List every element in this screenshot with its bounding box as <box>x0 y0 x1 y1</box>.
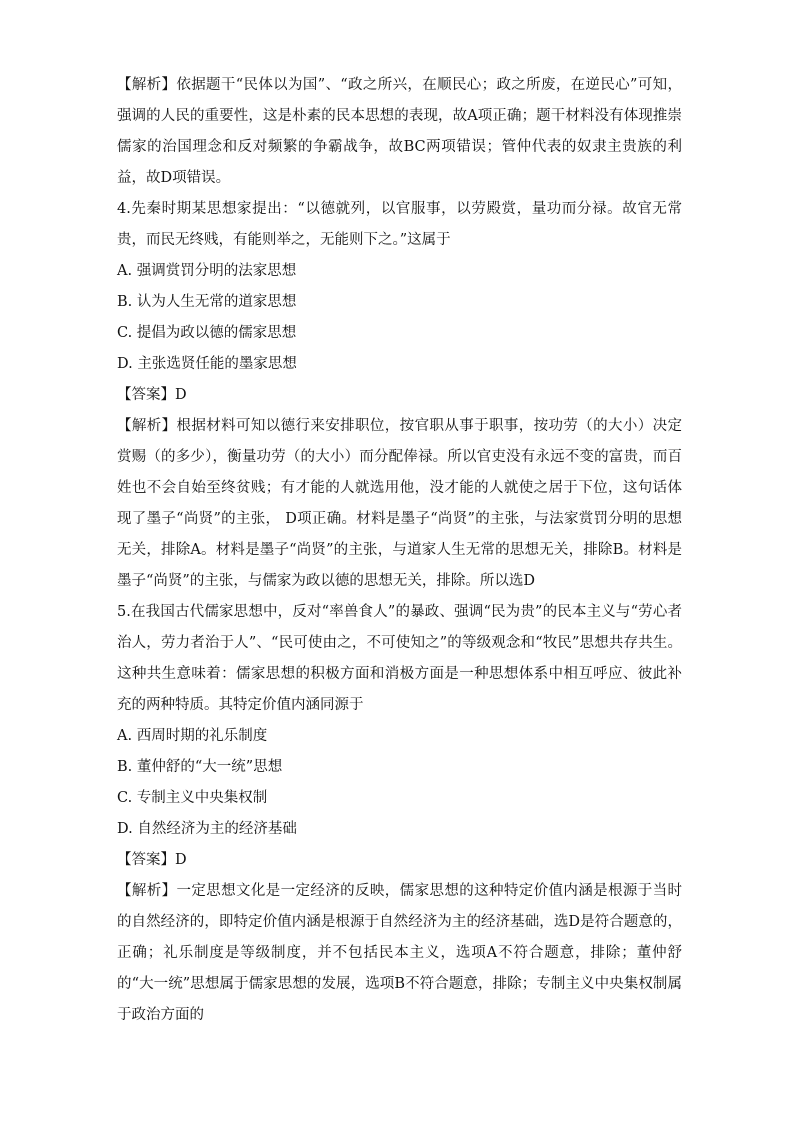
q5-option-b: B. 董仲舒的“大一统”思想 <box>117 759 283 775</box>
question-4-stem: 4.先秦时期某思想家提出：“以德就列，以官服事，以劳殿赏，量功而分禄。故官无常贵，而民无终贱，有能则举之，无能则下之。”这属于 <box>117 201 682 248</box>
q5-answer: 【答案】D <box>117 852 187 868</box>
analysis-paragraph-q5: 【解析】一定思想文化是一定经济的反映，儒家思想的这种特定价值内涵是根源于当时的自然经济的，即特定价值内涵是根源于自然经济为主的经济基础，选D是符合题意的，正确；礼乐制度是等级制度，并不包括民本主义，选项A不符合题意，排除；董仲舒的“大一统”思想属于儒家思想的发展，选项B不符合题意，排除；专制主义中央集权制属于政治方面的 <box>117 883 682 1023</box>
q4-option-b: B. 认为人生无常的道家思想 <box>117 294 297 310</box>
q5-option-d: D. 自然经济为主的经济基础 <box>117 821 297 837</box>
question-5-stem: 5.在我国古代儒家思想中，反对“率兽食人”的暴政、强调“民为贵”的民本主义与“劳心者治人，劳力者治于人”、“民可使由之，不可使知之”的等级观念和“牧民”思想共存共生。这种共生意味着：儒家思想的积极方面和消极方面是一种思想体系中相互呼应、彼此补充的两种特质。其特定价值内涵同源于 <box>117 604 682 713</box>
q4-answer: 【答案】D <box>117 387 187 403</box>
q4-option-a: A. 强调赏罚分明的法家思想 <box>117 263 297 279</box>
analysis-paragraph-q4: 【解析】根据材料可知以德行来安排职位，按官职从事于职事，按功劳（的大小）决定赏赐（的多少），衡量功劳（的大小）而分配俸禄。所以官吏没有永远不变的富贵，而百姓也不会自始至终贫贱；有才能的人就选用他，没才能的人就使之居于下位，这句话体现了墨子“尚贤”的主张， D项正确。材料是墨子“尚贤”的主张，与法家赏罚分明的思想无关，排除A。材料是墨子“尚贤”的主张，与道家人生无常的思想无关，排除B。材料是墨子“尚贤”的主张，与儒家为政以德的思想无关，排除。所以选D <box>117 418 682 589</box>
q5-option-c: C. 专制主义中央集权制 <box>117 790 268 806</box>
q4-option-c: C. 提倡为政以德的儒家思想 <box>117 325 297 341</box>
q4-option-d: D. 主张选贤任能的墨家思想 <box>117 356 297 372</box>
q5-option-a: A. 西周时期的礼乐制度 <box>117 728 268 744</box>
analysis-paragraph-q3: 【解析】依据题干“民体以为国”、“政之所兴，在顺民心；政之所废，在逆民心”可知，强调的人民的重要性，这是朴素的民本思想的表现，故A项正确；题干材料没有体现推崇儒家的治国理念和反对频繁的争霸战争，故BC两项错误；管仲代表的奴隶主贵族的利益，故D项错误。 <box>117 77 682 186</box>
